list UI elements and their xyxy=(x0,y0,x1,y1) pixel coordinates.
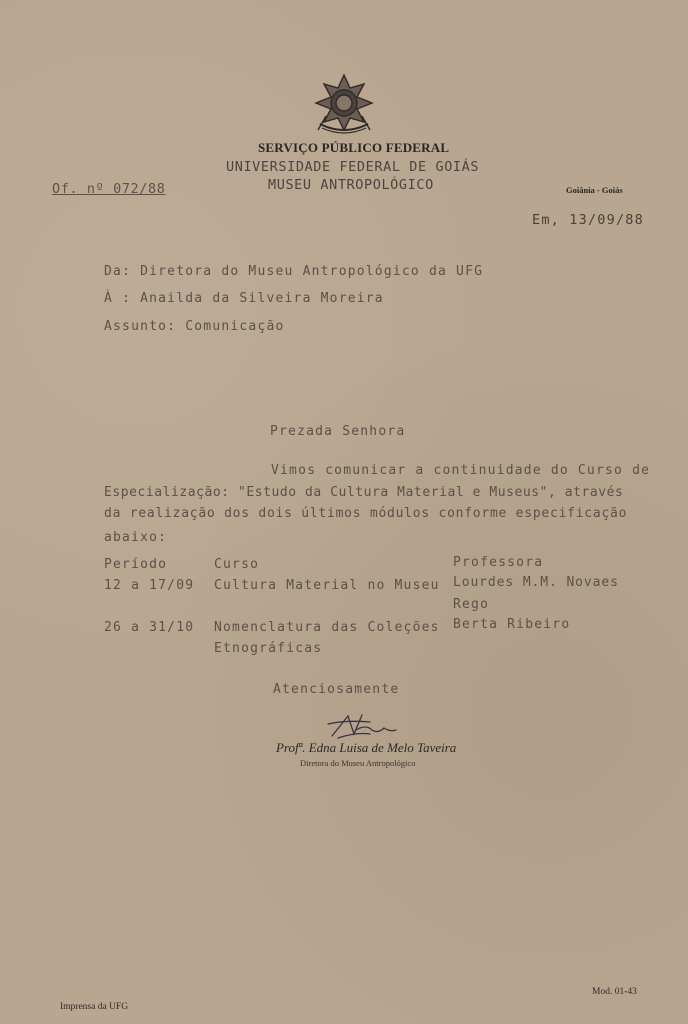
signatory-title: Diretora do Museu Antropológico xyxy=(300,758,416,768)
footer-form-code: Mod. 01-43 xyxy=(592,987,637,997)
footer-printer: Imprensa da UFG xyxy=(60,1002,129,1012)
body-line-4: abaixo: xyxy=(104,530,168,545)
table-row-1-teacher: Lourdes M.M. Novaes xyxy=(453,575,619,590)
table-row-2-course: Nomenclatura das Coleções xyxy=(214,620,440,635)
body-line-3: da realização dos dois últimos módulos conforme especificação xyxy=(104,506,628,521)
table-row-2-course-cont: Etnográficas xyxy=(214,641,323,656)
handwritten-signature xyxy=(326,710,400,740)
table-row-2-period: 26 a 31/10 xyxy=(104,620,195,635)
place-label: Goiânia - Goiás xyxy=(566,185,623,195)
table-row-2-teacher: Berta Ribeiro xyxy=(453,617,571,632)
table-header-course: Curso xyxy=(214,557,260,572)
table-row-1-course: Cultura Material no Museu xyxy=(214,578,440,593)
from-line: Da: Diretora do Museu Antropológico da UFG xyxy=(104,264,484,279)
salutation: Prezada Senhora xyxy=(270,424,406,439)
table-header-teacher: Professora xyxy=(453,555,544,570)
subject-line: Assunto: Comunicação xyxy=(104,319,285,334)
reference-number: Of. nº 072/88 xyxy=(52,181,166,197)
closing: Atenciosamente xyxy=(273,682,400,697)
letterhead-university: UNIVERSIDADE FEDERAL DE GOIÁS xyxy=(226,159,480,175)
date-line: Em, 13/09/88 xyxy=(532,212,644,228)
letterhead-service: SERVIÇO PÚBLICO FEDERAL xyxy=(258,140,450,155)
table-row-1-period: 12 a 17/09 xyxy=(104,578,195,593)
signatory-name: Profª. Edna Luisa de Melo Taveira xyxy=(276,740,457,755)
table-header-period: Período xyxy=(104,557,168,572)
body-line-2: Especialização: "Estudo da Cultura Material e Museus", através xyxy=(104,485,624,500)
body-line-1: Vimos comunicar a continuidade do Curso de xyxy=(271,463,651,478)
to-line: À : Anailda da Silveira Moreira xyxy=(104,291,384,306)
coat-of-arms-emblem xyxy=(312,72,376,138)
letterhead-museum: MUSEU ANTROPOLÓGICO xyxy=(268,177,434,193)
table-row-1-teacher-cont: Rego xyxy=(453,597,490,612)
